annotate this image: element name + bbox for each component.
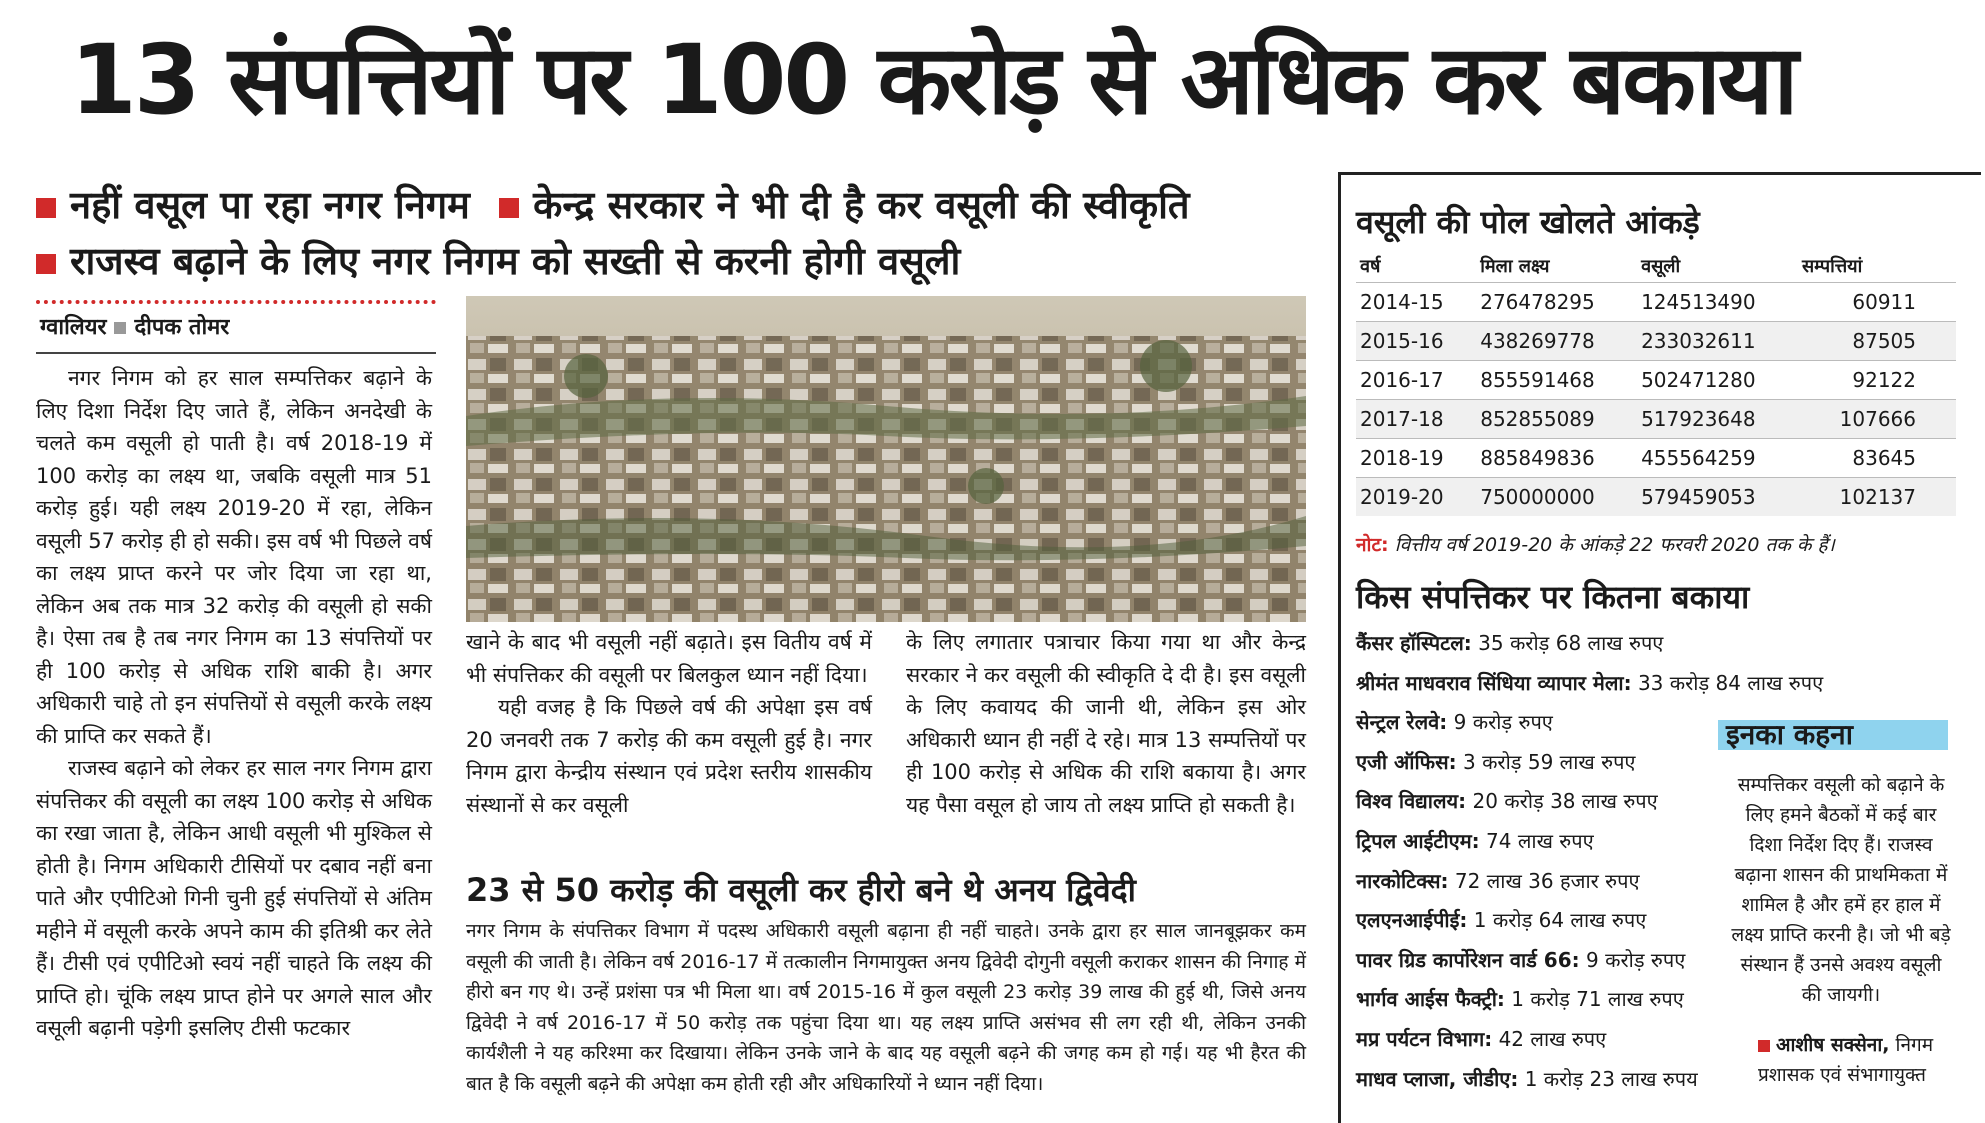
article-column-2: [466, 626, 872, 821]
due-amount: 9 करोड़ रुपए: [1586, 947, 1686, 972]
red-square-bullet: [1758, 1040, 1770, 1052]
dues-title: किस संपत्तिकर पर कितना बकाया: [1356, 578, 1750, 616]
table-cell: 276478295: [1476, 283, 1637, 322]
table-row: [1356, 361, 1956, 400]
deck-line-1: [36, 180, 1190, 230]
list-item: [1356, 822, 1716, 862]
list-item: [1356, 1020, 1716, 1060]
table-cell: 83645: [1798, 439, 1956, 478]
table-cell: 102137: [1798, 478, 1956, 517]
byline-rule: [36, 352, 436, 354]
table-note: [1356, 530, 1835, 560]
quote-author-title: निगम प्रशासक एवं संभागायुक्त: [1758, 1034, 1934, 1086]
red-square-bullet: [36, 254, 56, 274]
due-name: भार्गव आईस फैक्ट्री:: [1356, 987, 1505, 1012]
table-row: [1356, 478, 1956, 517]
deck-line-2: [36, 236, 960, 286]
table-cell: 2016-17: [1356, 361, 1476, 400]
list-item: [1356, 624, 1716, 664]
table-cell: 750000000: [1476, 478, 1637, 517]
table-cell: 2014-15: [1356, 283, 1476, 322]
dotted-divider: [36, 300, 436, 304]
list-item: [1356, 703, 1716, 743]
due-name: नारकोटिक्स:: [1356, 868, 1449, 893]
table-cell: 885849836: [1476, 439, 1637, 478]
due-name: माधव प्लाजा, जीडीए:: [1356, 1066, 1519, 1091]
sub-article-body: नगर निगम के संपत्तिकर विभाग में पदस्थ अधिकारी वसूली बढ़ाना ही नहीं चाहते। उनके द्वारा हर साल जानबूझकर कम वसूली की जाती है। लेकिन वर्ष 2016-17 में तत्कालीन निगमायुक्त अनय द्विवेदी दोगुनी वसूली कराकर शासन की निगाह में हीरो बन गए थे। उन्हें प्रशंसा पत्र भी मिला था। वर्ष 2015-16 में कुल वसूली 23 करोड़ 39 लाख की हुई थी, जिसे अनय द्विवेदी ने वर्ष 2016-17 में 50 करोड़ तक पहुंचा दिया था। यह लक्ष्य प्राप्ति असंभव सी लग रही थी, लेकिन उनकी कार्यशैली ने यह करिश्मा कर दिखाया। लेकिन उनके जाने के बाद यह वसूली बढ़ने की जगह कम हो गई। यह भी हैरत की बात है कि वसूली बढ़ने की अपेक्षा कम होती रही और अधिकारियों ने ध्यान नहीं दिया।: [466, 920, 1306, 1095]
table-cell: 60911: [1798, 283, 1956, 322]
subheadline: 23 से 50 करोड़ की वसूली कर हीरो बने थे अनय द्विवेदी: [466, 871, 1136, 909]
paragraph: नगर निगम को हर साल सम्पत्तिकर बढ़ाने के लिए दिशा निर्देश दिए जाते हैं, लेकिन अनदेखी के चलते कम वसूली हो पाती है। वर्ष 2018-19 में 100 करोड़ का लक्ष्य था, जबकि वसूली मात्र 51 करोड़ हुई। यही लक्ष्य 2019-20 में रहा, लेकिन वसूली 57 करोड़ ही हो सकी। इस वर्ष भी पिछले वर्ष का लक्ष्य प्राप्त करने पर जोर दिया जा रहा था, लेकिन अब तक मात्र 32 करोड़ की वसूली हो सकी है। ऐसा तब है तब नगर निगम का 13 संपत्तियों पर ही 100 करोड़ से अधिक राशि बाकी है। अगर अधिकारी चाहे तो इन संपत्तियों से वसूली करके लक्ष्य की प्राप्ति कर सकते हैं।: [36, 366, 432, 748]
stats-table: [1356, 252, 1956, 516]
due-amount: 35 करोड़ 68 लाख रुपए: [1478, 631, 1664, 655]
table-cell: 502471280: [1637, 361, 1798, 400]
table-cell: 107666: [1798, 400, 1956, 439]
due-name: पावर ग्रिड कार्पोरेशन वार्ड 66:: [1356, 947, 1580, 972]
red-square-bullet: [499, 198, 519, 218]
table-cell: 855591468: [1476, 361, 1637, 400]
note-label: नोट:: [1356, 534, 1389, 556]
deck-item: नहीं वसूल पा रहा नगर निगम: [70, 183, 470, 227]
byline-author: दीपक तोमर: [134, 315, 230, 340]
due-amount: 1 करोड़ 23 लाख रुपय: [1524, 1066, 1698, 1091]
list-item: [1356, 1060, 1716, 1100]
column-header: सम्पत्तियां: [1801, 256, 1863, 277]
red-square-bullet: [36, 198, 56, 218]
byline-place: ग्वालियर: [40, 315, 107, 340]
list-item: [1356, 901, 1716, 941]
table-cell: 233032611: [1637, 322, 1798, 361]
deck-item: राजस्व बढ़ाने के लिए नगर निगम को सख्ती से करनी होगी वसूली: [70, 239, 961, 283]
due-amount: 1 करोड़ 64 लाख रुपए: [1473, 908, 1647, 933]
list-item: [1356, 941, 1716, 981]
due-name: ट्रिपल आईटीएम:: [1356, 828, 1480, 853]
table-cell: 87505: [1798, 322, 1956, 361]
due-name: मप्र पर्यटन विभाग:: [1356, 1026, 1493, 1051]
grey-square-icon: [114, 322, 126, 334]
due-name: विश्व विद्यालय:: [1356, 789, 1467, 814]
quote-author-name: आशीष सक्सेना,: [1776, 1034, 1890, 1056]
note-text: वित्तीय वर्ष 2019-20 के आंकड़े 22 फरवरी 2020 तक के हैं।: [1394, 534, 1835, 556]
table-cell: 517923648: [1637, 400, 1798, 439]
table-header-row: [1356, 252, 1956, 283]
due-amount: 72 लाख 36 हजार रुपए: [1454, 868, 1640, 893]
due-amount: 20 करोड़ 38 लाख रुपए: [1472, 789, 1658, 814]
due-amount: 74 लाख रुपए: [1486, 828, 1594, 853]
due-amount: 42 लाख रुपए: [1498, 1026, 1607, 1051]
table-cell: 124513490: [1637, 283, 1798, 322]
due-name: एजी ऑफिस:: [1356, 749, 1457, 774]
byline: [40, 312, 229, 344]
due-name: श्रीमंत माधवराव सिंधिया व्यापार मेला:: [1356, 670, 1632, 695]
due-amount: 1 करोड़ 71 लाख रुपए: [1511, 987, 1684, 1012]
due-name: कैंसर हॉस्पिटल:: [1356, 631, 1472, 655]
table-cell: 2018-19: [1356, 439, 1476, 478]
column-header: वसूली: [1641, 256, 1681, 277]
column-header: मिला लक्ष्य: [1480, 256, 1550, 277]
headline: 13 संपत्तियों पर 100 करोड़ से अधिक कर बकाया: [70, 24, 1796, 136]
due-name: सेन्ट्रल रेलवे:: [1356, 710, 1448, 735]
article-column-3: [906, 626, 1306, 821]
article-column-1: [36, 362, 432, 1045]
due-amount: 3 करोड़ 59 लाख रुपए: [1462, 749, 1636, 774]
table-cell: 92122: [1798, 361, 1956, 400]
deck-item: केन्द्र सरकार ने भी दी है कर वसूली की स्वीकृति: [533, 183, 1190, 227]
list-item: [1356, 743, 1716, 783]
table-cell: 455564259: [1637, 439, 1798, 478]
paragraph: यही वजह है कि पिछले वर्ष की अपेक्षा इस वर्ष 20 जनवरी तक 7 करोड़ की कम वसूली हुई है। नगर निगम द्वारा केन्द्रीय संस्थान एवं प्रदेश स्तरीय शासकीय संस्थानों से कर वसूली: [466, 695, 872, 817]
list-item: [1356, 664, 1824, 704]
paragraph: खाने के बाद भी वसूली नहीं बढ़ाते। इस वितीय वर्ष में भी संपत्तिकर की वसूली पर बिलकुल ध्यान नहीं दिया।: [466, 630, 872, 687]
table-row: [1356, 400, 1956, 439]
quote-title: इनका कहना: [1718, 720, 1948, 750]
quote-text: सम्पत्तिकर वसूली को बढ़ाने के लिए हमने बैठकों में कई बार दिशा निर्देश दिए हैं। राजस्व बढ़ाना शासन की प्राथमिकता में शामिल है और हमें हर हाल में लक्ष्य प्राप्ति करनी है। जो भी बड़े संस्थान हैं उनसे अवश्य वसूली की जायगी।: [1731, 774, 1951, 1006]
aerial-city-photo: [466, 296, 1306, 622]
table-row: [1356, 322, 1956, 361]
table-cell: 579459053: [1637, 478, 1798, 517]
due-name: एलएनआईपीई:: [1356, 908, 1468, 933]
table-cell: 2017-18: [1356, 400, 1476, 439]
column-header: वर्ष: [1360, 256, 1381, 277]
table-cell: 2015-16: [1356, 322, 1476, 361]
city-photo-illustration: [466, 296, 1306, 622]
due-amount: 9 करोड़ रुपए: [1453, 710, 1553, 735]
paragraph: के लिए लगातार पत्राचार किया गया था और केन्द्र सरकार ने कर वसूली की स्वीकृति दे दी है। इस वसूली के लिए कवायद की जानी थी, लेकिन इस ओर अधिकारी ध्यान ही नहीं दे रहे। मात्र 13 सम्पत्तियों पर ही 100 करोड़ से अधिक की राशि बकाया है। अगर यह पैसा वसूल हो जाय तो लक्ष्य प्राप्ति हो सकती है।: [906, 630, 1306, 817]
list-item: [1356, 980, 1716, 1020]
table-row: [1356, 439, 1956, 478]
table-cell: 2019-20: [1356, 478, 1476, 517]
table-cell: 438269778: [1476, 322, 1637, 361]
table-cell: 852855089: [1476, 400, 1637, 439]
list-item: [1356, 782, 1716, 822]
paragraph: राजस्व बढ़ाने को लेकर हर साल नगर निगम द्वारा संपत्तिकर की वसूली का लक्ष्य 100 करोड़ से अधिक का रखा जाता है, लेकिन आधी वसूली भी मुश्किल से होती है। निगम अधिकारी टीसियों पर दबाव नहीं बना पाते और एपीटिओ गिनी चुनी हुई संपत्तियों से अंतिम महीने में वसूली करके अपने काम की इतिश्री कर लेते हैं। टीसी एवं एपीटिओ स्वयं नहीं चाहते कि लक्ष्य की प्राप्ति हो। चूंकि लक्ष्य प्राप्त होने पर अगले साल और वसूली बढ़ानी पड़ेगी इसलिए टीसी फटकार: [36, 756, 432, 1040]
stats-title: वसूली की पोल खोलते आंकड़े: [1356, 203, 1700, 241]
quote-author: [1758, 1030, 1978, 1090]
list-item: [1356, 862, 1716, 902]
table-row: [1356, 283, 1956, 322]
due-amount: 33 करोड़ 84 लाख रुपए: [1637, 670, 1824, 695]
